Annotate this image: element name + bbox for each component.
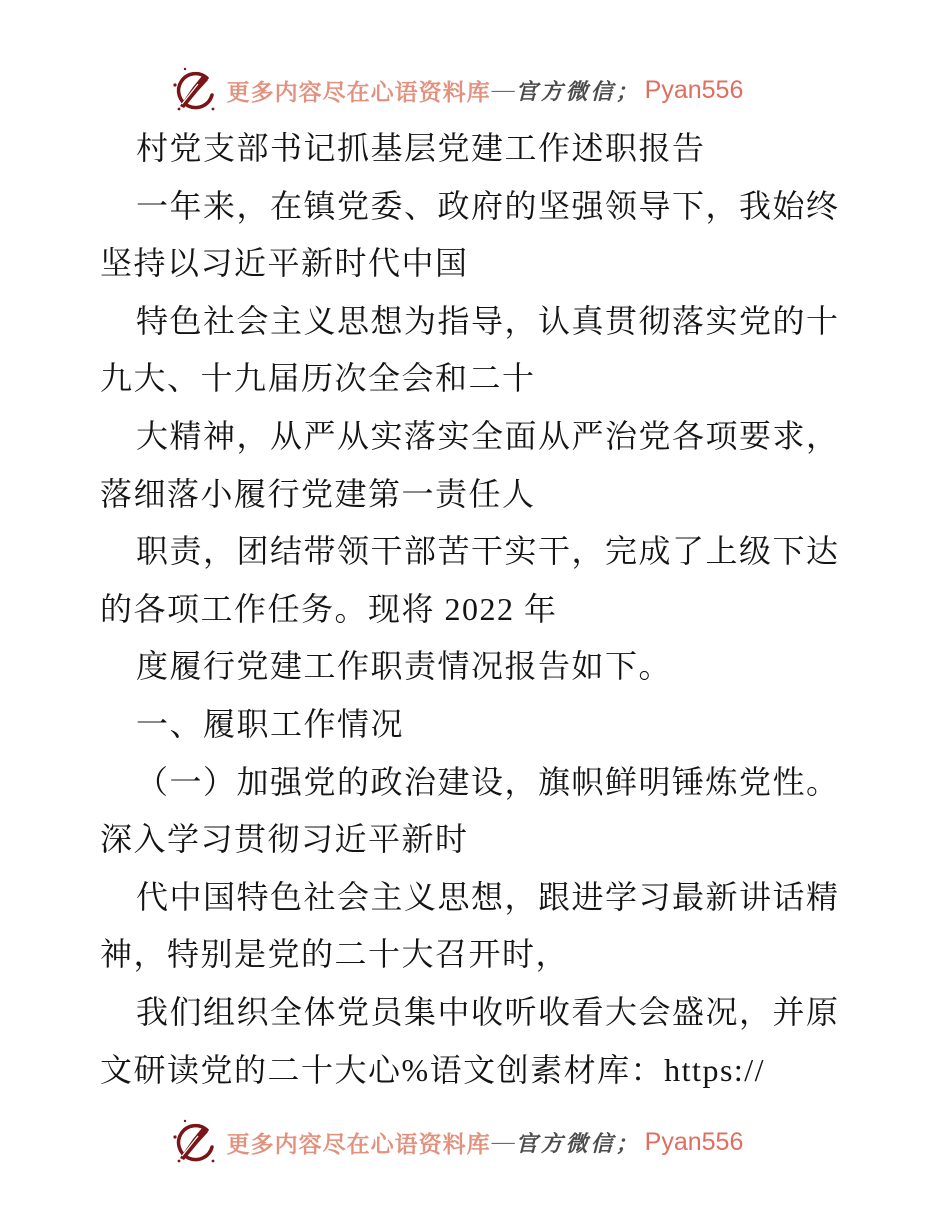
watermark-label: 官方微信；	[515, 1130, 641, 1156]
text-line: 度履行党建工作职责情况报告如下。	[136, 648, 673, 685]
text-line: 深入学习贯彻习近平新时	[100, 821, 469, 858]
text-line: 的各项工作任务。现将 2022 年	[100, 590, 558, 627]
pen-circle-logo-icon	[171, 63, 219, 117]
pen-circle-logo-icon	[171, 1115, 219, 1169]
text-line: 九大、十九届历次全会和二十	[100, 360, 536, 397]
text-line: （一）加强党的政治建设，旗帜鲜明锤炼党性。	[136, 763, 840, 800]
watermark-brand-text: 更多内容尽在心语资料库	[226, 79, 491, 105]
text-line: 特色社会主义思想为指导，认真贯彻落实党的十	[136, 302, 840, 339]
watermark-separator: —	[491, 1129, 515, 1154]
watermark-wechat-id: Pyan556	[644, 75, 744, 104]
text-line: 村党支部书记抓基层党建工作述职报告	[136, 130, 706, 166]
text-line: 坚持以习近平新时代中国	[100, 245, 469, 282]
watermark-brand-text: 更多内容尽在心语资料库	[226, 1131, 491, 1157]
watermark-wechat-id: Pyan556	[644, 1127, 744, 1156]
text-line: 大精神，从严从实落实全面从严治党各项要求，	[136, 417, 840, 454]
watermark-separator: —	[491, 77, 515, 102]
text-line: 文研读党的二十大心%语文创素材库：https://	[100, 1051, 766, 1088]
text-line: 落细落小履行党建第一责任人	[100, 475, 536, 512]
text-line: 一、履职工作情况	[136, 705, 405, 742]
text-line: 神，特别是党的二十大召开时，	[100, 936, 570, 973]
text-line: 职责，团结带领干部苦干实干，完成了上级下达	[136, 533, 840, 570]
watermark-label: 官方微信；	[515, 78, 641, 104]
header-watermark	[0, 62, 932, 118]
footer-watermark	[0, 1114, 932, 1170]
text-line: 一年来，在镇党委、政府的坚强领导下，我始终	[136, 187, 840, 224]
document-body	[100, 120, 860, 1099]
text-line: 我们组织全体党员集中收听收看大会盛况，并原	[136, 993, 840, 1030]
text-line: 代中国特色社会主义思想，跟进学习最新讲话精	[136, 878, 840, 915]
